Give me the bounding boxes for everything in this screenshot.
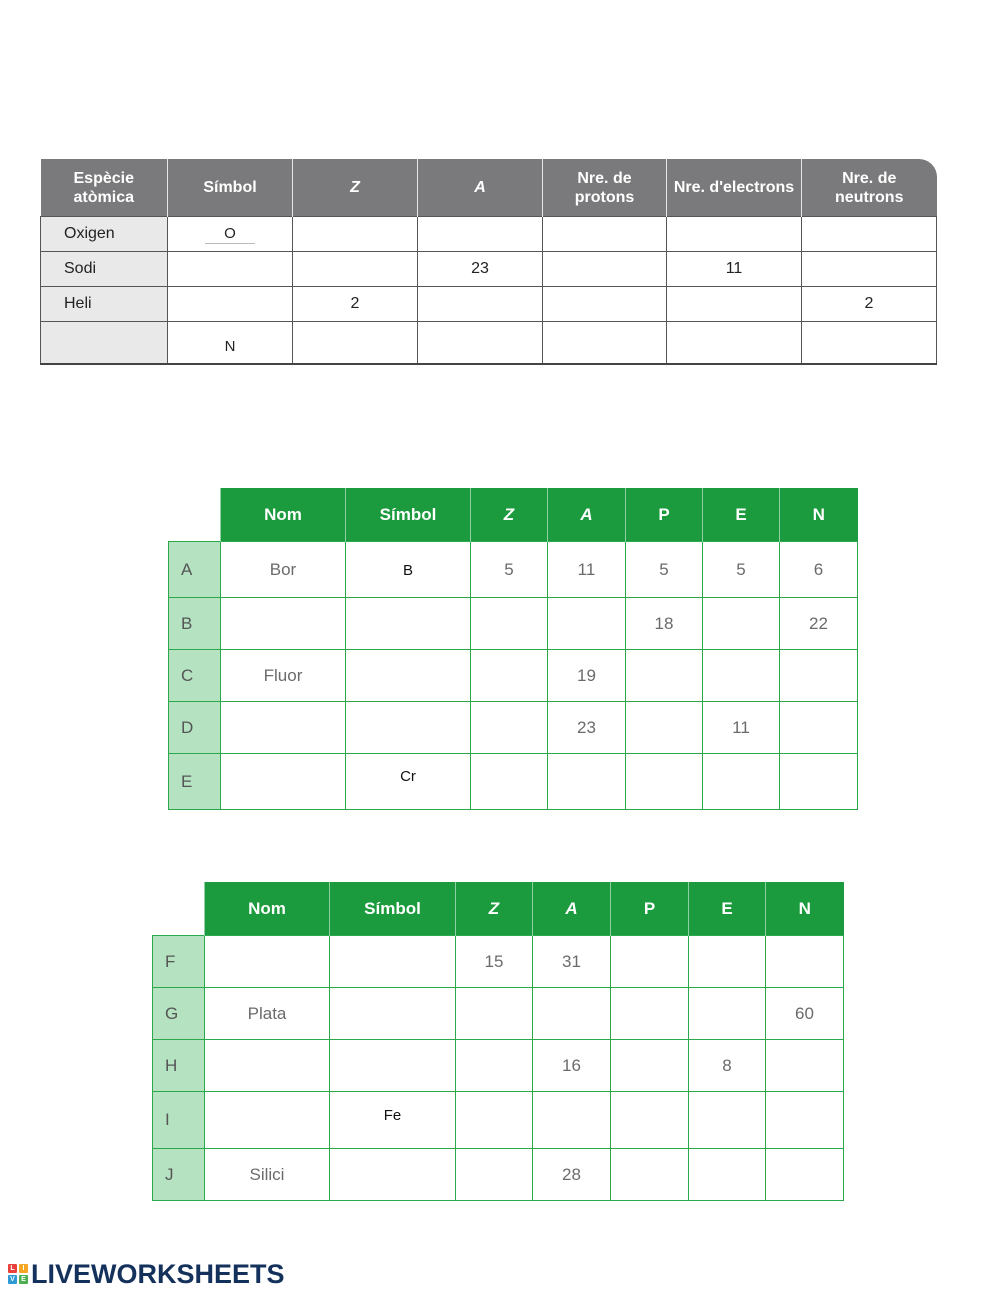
answer-cell[interactable] [626,650,703,702]
table-row [153,1149,844,1201]
symbol-text: Fe [383,1107,402,1124]
header-n: N [766,882,844,936]
header-z: Z [471,488,548,542]
header-n: N [780,488,858,542]
answer-cell[interactable] [667,287,802,322]
answer-cell[interactable] [221,754,346,810]
elements-table-a-e [168,488,858,810]
given-value: 2 [802,287,937,322]
table-row [153,988,844,1040]
row-label: B [169,598,221,650]
given-value: 22 [780,598,858,650]
given-value: 60 [766,988,844,1040]
answer-cell[interactable] [418,287,543,322]
answer-cell[interactable] [330,1149,456,1201]
table-header-row [169,488,858,542]
table-row [169,542,858,598]
given-value: 31 [533,936,611,988]
answer-cell[interactable] [611,1040,689,1092]
answer-cell[interactable] [703,754,780,810]
header-a: A [548,488,626,542]
answer-cell[interactable] [543,287,667,322]
header-corner [153,882,205,936]
answer-cell[interactable] [293,217,418,252]
answer-cell[interactable] [221,702,346,754]
given-value: Plata [205,988,330,1040]
answer-cell[interactable] [456,1149,533,1201]
given-value [346,754,471,810]
row-label: E [169,754,221,810]
logo-mark-letter: L [8,1264,17,1273]
answer-cell[interactable] [802,322,937,365]
given-value [346,542,471,598]
given-value: 5 [626,542,703,598]
answer-cell[interactable] [667,217,802,252]
header-a: A [418,159,543,217]
answer-cell[interactable] [626,754,703,810]
given-value: Silici [205,1149,330,1201]
answer-cell[interactable] [168,217,293,252]
table-row [169,598,858,650]
header-especie: Espècie atòmica [41,159,168,217]
row-label: I [153,1092,205,1149]
row-label: F [153,936,205,988]
answer-cell[interactable] [205,1040,330,1092]
answer-cell[interactable] [346,702,471,754]
table-row [153,1040,844,1092]
answer-cell[interactable] [533,1092,611,1149]
given-value: 18 [626,598,703,650]
answer-cell[interactable] [611,936,689,988]
answer-cell[interactable] [689,1092,766,1149]
answer-cell[interactable] [703,650,780,702]
table-row [41,252,937,287]
answer-cell[interactable] [456,1040,533,1092]
row-label: H [153,1040,205,1092]
answer-cell[interactable] [533,988,611,1040]
table-row [153,936,844,988]
answer-cell[interactable] [205,936,330,988]
given-value: 23 [418,252,543,287]
answer-cell[interactable] [418,217,543,252]
answer-cell[interactable] [766,1092,844,1149]
answer-cell[interactable] [456,1092,533,1149]
logo-mark-letter: I [19,1264,28,1273]
answer-cell[interactable] [471,702,548,754]
given-value: 16 [533,1040,611,1092]
answer-cell[interactable] [543,252,667,287]
header-simbol: Símbol [330,882,456,936]
header-protons: Nre. de protons [543,159,667,217]
table-row [169,754,858,810]
given-value: 6 [780,542,858,598]
header-nom: Nom [221,488,346,542]
answer-cell[interactable] [471,754,548,810]
answer-cell[interactable] [543,217,667,252]
header-electrons: Nre. d'electrons [667,159,802,217]
header-simbol: Símbol [346,488,471,542]
given-value [330,1092,456,1149]
answer-cell[interactable] [548,598,626,650]
header-nom: Nom [205,882,330,936]
logo-text: LIVEWORKSHEETS [31,1258,285,1289]
row-label: A [169,542,221,598]
answer-cell[interactable] [689,988,766,1040]
answer-cell[interactable] [780,650,858,702]
header-e: E [689,882,766,936]
answer-cell[interactable] [611,1149,689,1201]
symbol-text: B [402,561,413,579]
table-header-row [153,882,844,936]
answer-input[interactable]: O [205,225,255,244]
answer-cell[interactable] [330,988,456,1040]
header-e: E [703,488,780,542]
given-value: 5 [703,542,780,598]
answer-cell[interactable] [471,650,548,702]
answer-cell[interactable] [780,702,858,754]
given-value: 8 [689,1040,766,1092]
logo-mark-letter: E [19,1275,28,1284]
answer-cell[interactable] [689,1149,766,1201]
answer-cell[interactable] [41,322,168,365]
row-label: Oxigen [41,217,168,252]
answer-cell[interactable] [330,1040,456,1092]
answer-cell[interactable] [293,322,418,365]
row-label: J [153,1149,205,1201]
header-a: A [533,882,611,936]
given-value: 23 [548,702,626,754]
logo-mark-icon [8,1264,28,1284]
liveworksheets-logo[interactable] [8,1259,285,1289]
answer-cell[interactable] [703,598,780,650]
answer-cell[interactable] [168,287,293,322]
header-neutrons: Nre. de neutrons [802,159,937,217]
answer-cell[interactable] [168,252,293,287]
table-row [153,1092,844,1149]
given-value: Fluor [221,650,346,702]
row-label: Heli [41,287,168,322]
elements-table-f-j [152,882,844,1201]
header-simbol: Símbol [168,159,293,217]
answer-cell[interactable] [548,754,626,810]
table-row [41,287,937,322]
symbol-text: Cr [400,767,416,785]
answer-cell[interactable] [626,702,703,754]
answer-cell[interactable] [293,252,418,287]
header-p: P [611,882,689,936]
logo-mark-letter: V [8,1275,17,1284]
row-label: Sodi [41,252,168,287]
answer-cell[interactable] [611,1092,689,1149]
given-value: 11 [548,542,626,598]
answer-cell[interactable] [689,936,766,988]
answer-cell[interactable] [667,322,802,365]
answer-cell[interactable] [766,1149,844,1201]
given-value [168,322,293,365]
answer-cell[interactable] [543,322,667,365]
header-z: Z [456,882,533,936]
answer-cell[interactable] [611,988,689,1040]
table-row [169,702,858,754]
answer-cell[interactable] [346,598,471,650]
answer-cell[interactable] [205,1092,330,1149]
answer-cell[interactable] [330,936,456,988]
given-value: 5 [471,542,548,598]
symbol-text: N [224,337,236,355]
answer-cell[interactable] [766,1040,844,1092]
given-value: 11 [703,702,780,754]
table-header-row [41,159,937,217]
answer-cell[interactable] [346,650,471,702]
atomic-species-table [40,159,937,365]
row-label: G [153,988,205,1040]
given-value: 28 [533,1149,611,1201]
answer-cell[interactable] [221,598,346,650]
answer-cell[interactable] [418,322,543,365]
row-label: D [169,702,221,754]
given-value: 2 [293,287,418,322]
given-value: 15 [456,936,533,988]
header-z: Z [293,159,418,217]
answer-cell[interactable] [766,936,844,988]
header-p: P [626,488,703,542]
header-corner [169,488,221,542]
answer-cell[interactable] [780,754,858,810]
given-value: 11 [667,252,802,287]
table-row [41,322,937,365]
answer-cell[interactable] [802,252,937,287]
table-row [169,650,858,702]
answer-cell[interactable] [471,598,548,650]
given-value: 19 [548,650,626,702]
given-value: Bor [221,542,346,598]
row-label: C [169,650,221,702]
table-row [41,217,937,252]
answer-cell[interactable] [802,217,937,252]
answer-cell[interactable] [456,988,533,1040]
